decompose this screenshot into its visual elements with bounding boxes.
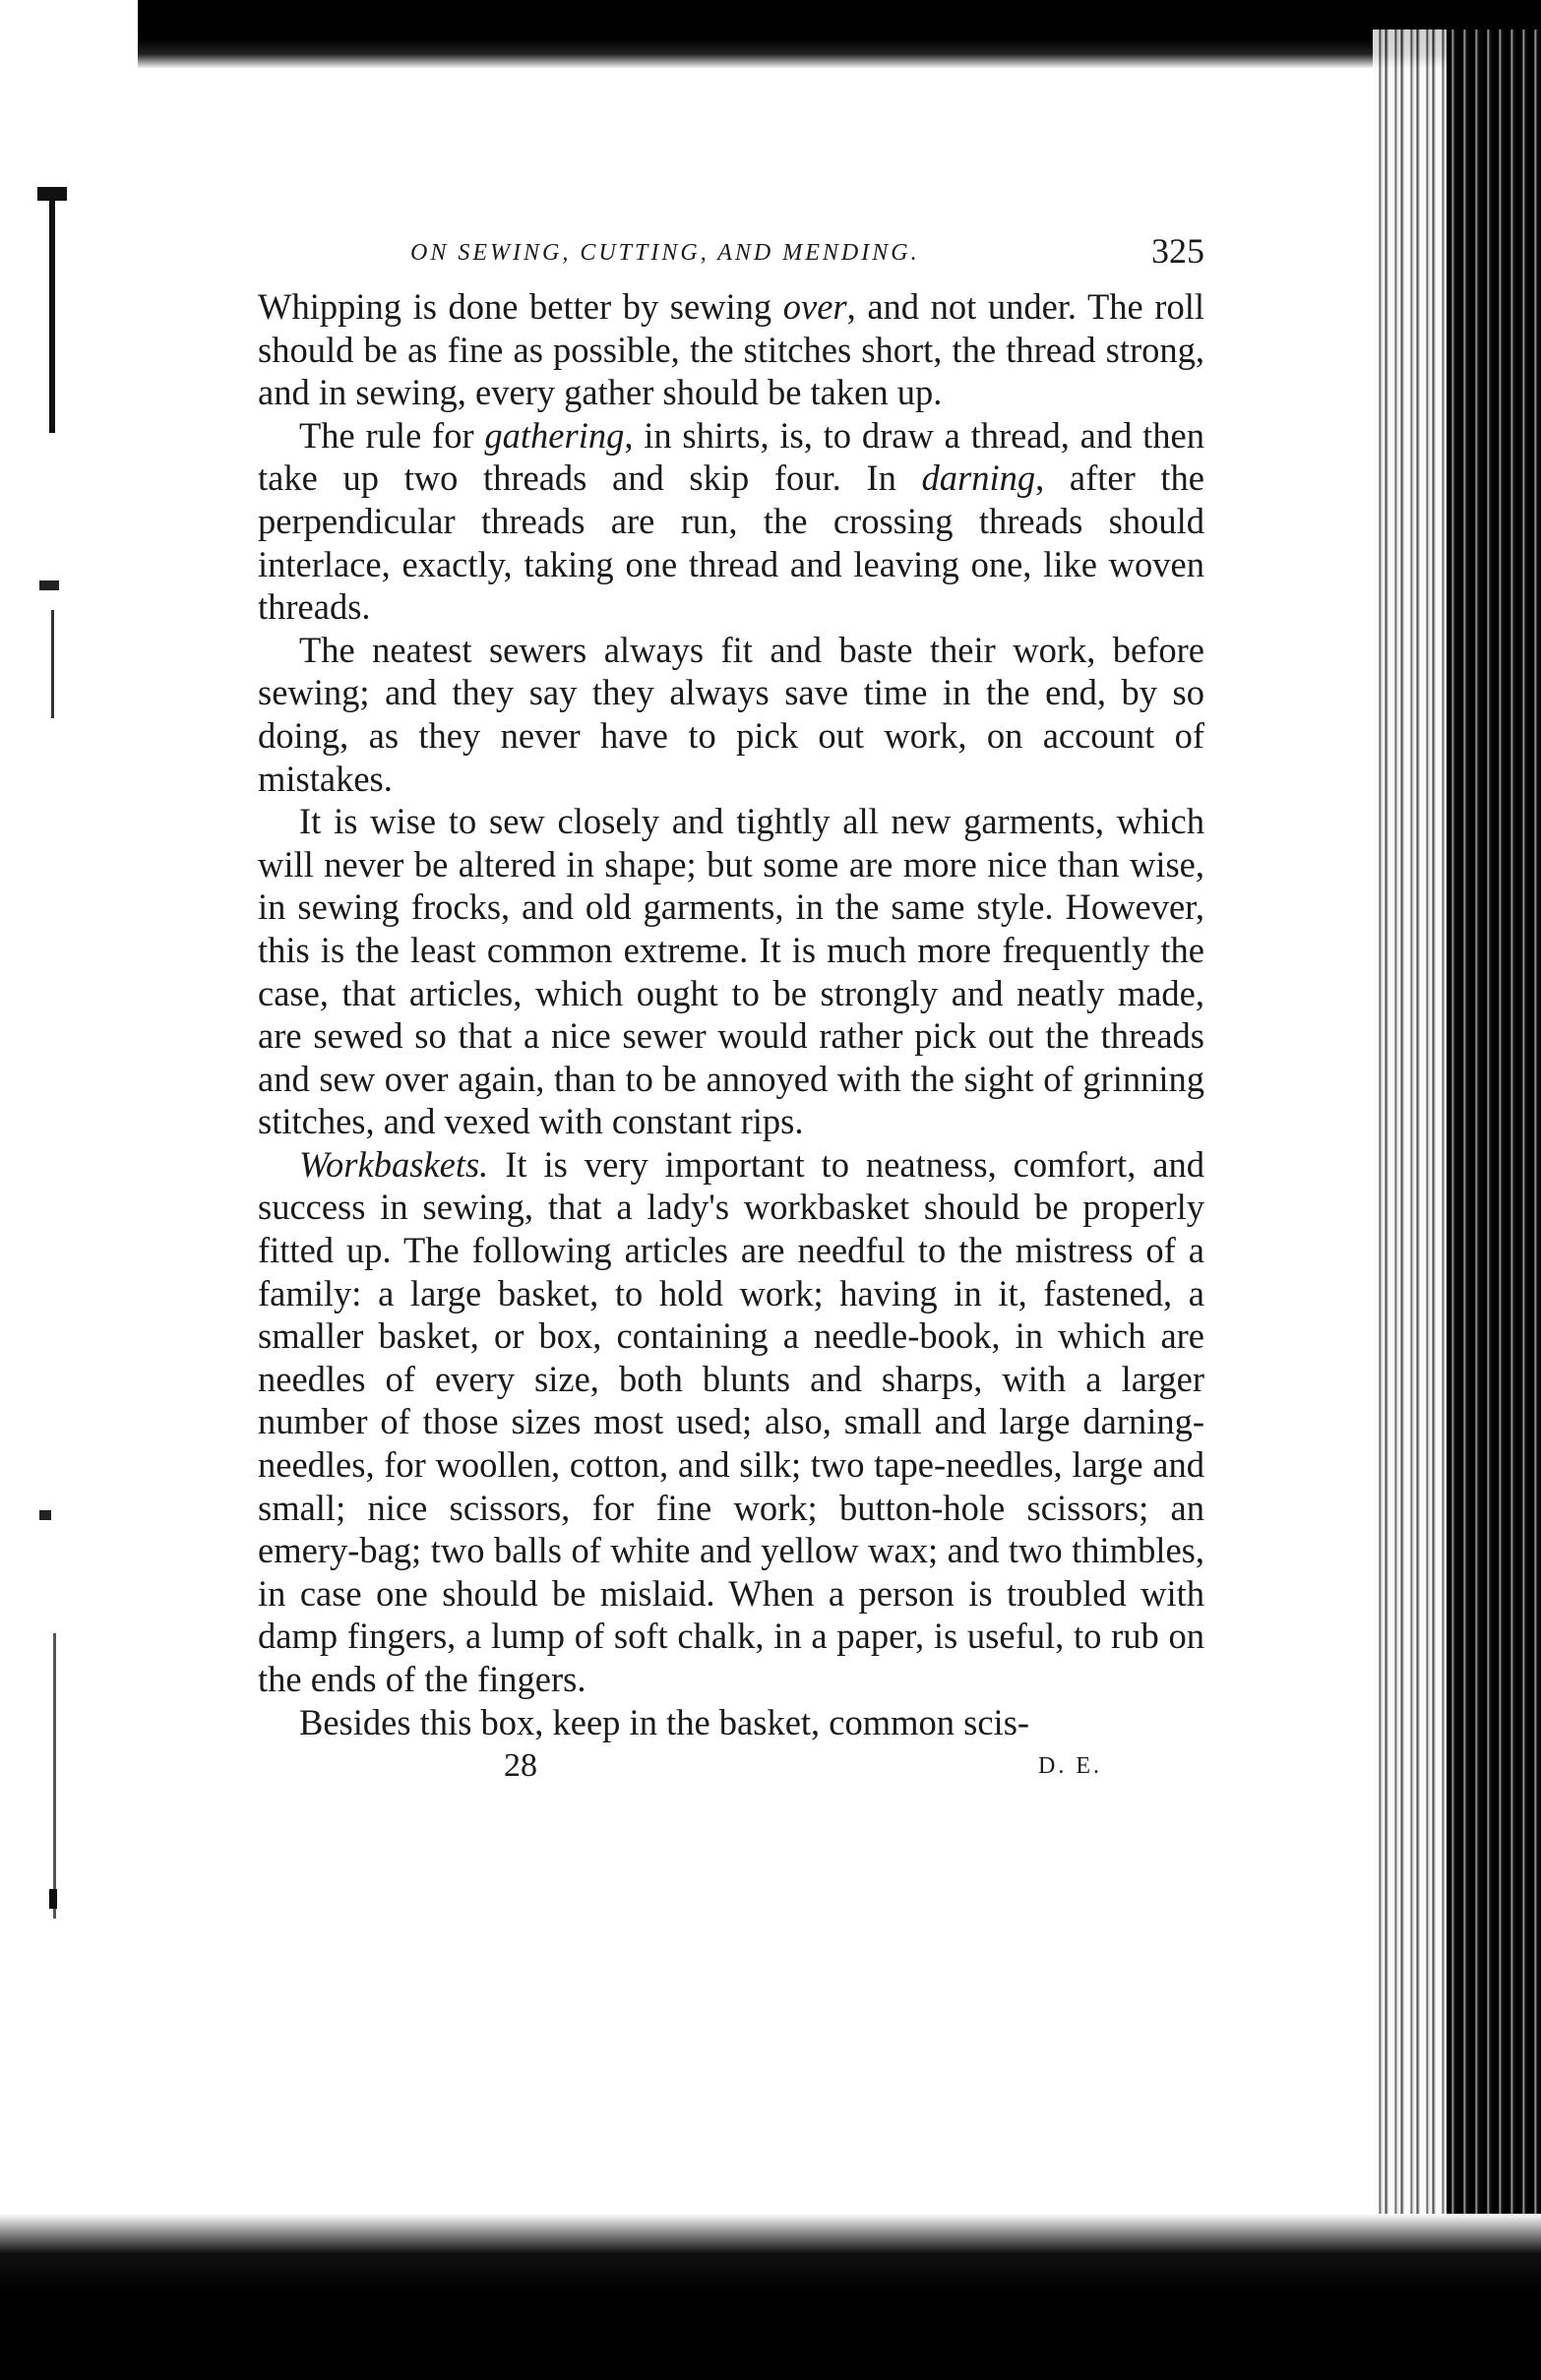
scan-border-right	[1447, 30, 1541, 2292]
scan-margin-mark	[39, 1510, 51, 1520]
page-footer	[258, 1747, 1204, 1797]
signature-mark: D. E.	[1038, 1753, 1102, 1780]
paragraph	[258, 1701, 1204, 1744]
text-run: The neatest sewers always fit and baste their work, before sewing; and they say they always save time in the end, by so doing, as they never have to pick out work, on account of mistakes.	[258, 629, 1204, 799]
book-page	[258, 226, 1204, 1797]
scan-margin-mark	[51, 610, 54, 718]
paragraph	[258, 414, 1204, 629]
scan-margin-mark	[37, 187, 67, 201]
text-run: Whipping is done better by sewing	[258, 286, 783, 327]
text-run: , after the perpendicular threads are run, the crossing threads should interlace, exactly, taking one thread and leaving one, like woven threads.	[258, 458, 1204, 628]
italic-run: darning	[921, 458, 1036, 499]
text-run: It is very important to neatness, comfort, and success in sewing, that a lady's workbasket should be properly fitted up. The following articles are needful to the mistress of a family: a large basket, to hold work; having in it, fastened, a smaller basket, or box, containing a needle-book, in which are needles of every size, both blunts and sharps, with a larger number of those sizes most used; also, small and large darning-needles, for woollen, cotton, and silk; two tape-needles, large and small; nice scissors, for fine work; button-hole scissors; an emery-bag; two balls of white and yellow wax; and two thimbles, in case one should be mislaid. When a person is troubled with damp fingers, a lump of soft chalk, in a paper, is useful, to rub on the ends of the fingers.	[258, 1143, 1204, 1699]
text-run: The rule for	[299, 414, 485, 456]
running-head: ON SEWING, CUTTING, AND MENDING.	[410, 240, 920, 266]
italic-run: gathering	[484, 414, 625, 456]
scan-margin-mark	[49, 1889, 57, 1909]
page-header	[258, 226, 1204, 285]
body-text	[258, 285, 1204, 1743]
signature-number: 28	[504, 1747, 537, 1785]
italic-run: Workbaskets.	[299, 1143, 489, 1185]
paragraph	[258, 629, 1204, 800]
text-run: , and not under. The roll should be as fine as possible, the stitches short, the thread strong, and in sewing, every gather should be taken up.	[258, 286, 1204, 413]
scan-margin-mark	[49, 197, 55, 433]
page-number: 325	[1151, 231, 1204, 271]
paragraph	[258, 800, 1204, 1143]
text-run: , in shirts, is, to draw a thread, and then take up two threads and skip four. In	[258, 414, 1204, 499]
italic-run: over	[782, 286, 847, 327]
scan-border-bottom	[0, 2214, 1541, 2380]
paragraph	[258, 1143, 1204, 1701]
scan-border-top	[0, 0, 1541, 69]
text-run: Besides this box, keep in the basket, common scis-	[299, 1701, 1030, 1742]
scan-margin-mark	[53, 1633, 56, 1919]
text-run: It is wise to sew closely and tightly all new garments, which will never be altered in shape; but some are more nice than wise, in sewing frocks, and old garments, in the same style. However, this is the least common extreme. It is much more frequently the case, that articles, which ought to be strongly and neatly made, are sewed so that a nice sewer would rather pick out the threads and sew over again, than to be annoyed with the sight of grinning stitches, and vexed with constant rips.	[258, 801, 1204, 1142]
scan-margin-mark	[39, 580, 59, 590]
paragraph	[258, 285, 1204, 414]
scan-border-notch	[0, 0, 138, 69]
